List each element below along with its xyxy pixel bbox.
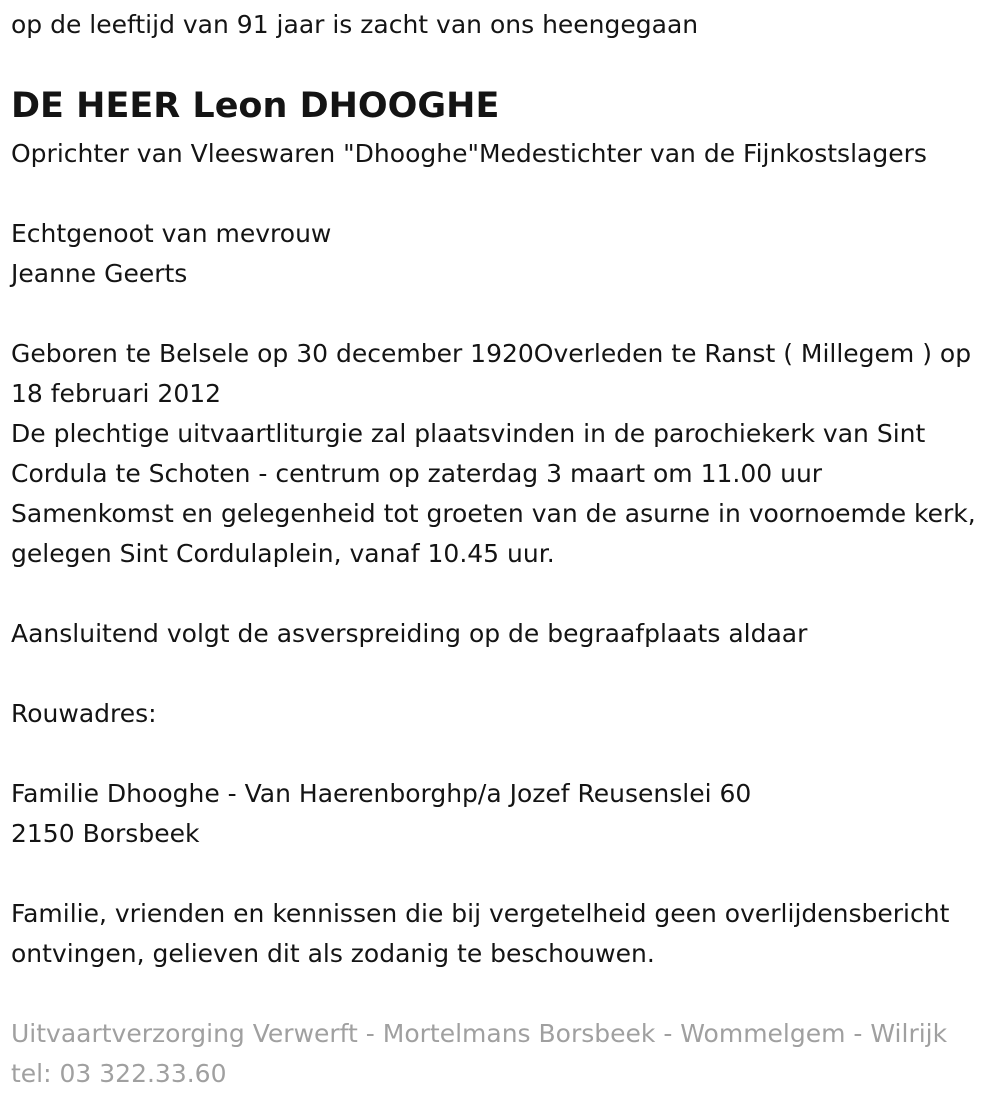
mourning-address: [11, 774, 751, 854]
funeral-details: [11, 334, 996, 574]
followup-text: Aansluitend volgt de asverspreiding op de begraafplaats aldaar: [11, 619, 808, 648]
spouse-line-2: Jeanne Geerts: [11, 259, 188, 288]
gathering-text: Samenkomst en gelegenheid tot groeten van de asurne in voornoemde kerk, gelegen Sint Cordulaplein, vanaf 10.45 uur.: [11, 499, 976, 568]
address-line-1: Familie Dhooghe - Van Haerenborghp/a Jozef Reusenslei 60: [11, 779, 752, 808]
deceased-name: DE HEER Leon DHOOGHE: [11, 86, 500, 126]
birth-death-text: Geboren te Belsele op 30 december 1920Overleden te Ranst ( Millegem ) op 18 februari 2012: [11, 339, 972, 408]
closing-text: Familie, vrienden en kennissen die bij vergetelheid geen overlijdensbericht ontvingen, gelieven dit als zodanig te beschouwen.: [11, 899, 950, 968]
funeral-director-footer: Uitvaartverzorging Verwerft - Mortelmans Borsbeek - Wommelgem - Wilrijk tel: 03 322.33.60: [11, 1019, 948, 1088]
spouse-block: [11, 214, 331, 294]
address-label: Rouwadres:: [11, 699, 157, 728]
deceased-subtitle: Oprichter van Vleeswaren "Dhooghe"Medestichter van de Fijnkostslagers: [11, 139, 927, 168]
address-line-2: 2150 Borsbeek: [11, 819, 200, 848]
intro-text: op de leeftijd van 91 jaar is zacht van ons heengegaan: [11, 10, 699, 39]
funeral-text: De plechtige uitvaartliturgie zal plaatsvinden in de parochiekerk van Sint Cordula te Schoten - centrum op zaterdag 3 maart om 11.00 uur: [11, 419, 926, 488]
spouse-line-1: Echtgenoot van mevrouw: [11, 219, 332, 248]
